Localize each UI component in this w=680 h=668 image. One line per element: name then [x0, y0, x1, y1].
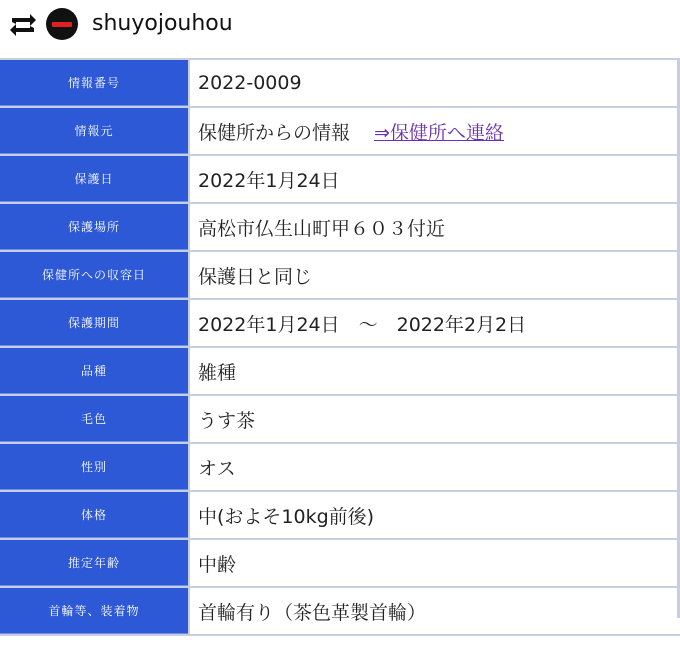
table-row [0, 396, 680, 444]
brand-logo [52, 22, 72, 27]
row-value: 2022-0009 [188, 60, 680, 106]
table-row [0, 492, 680, 540]
table-row [0, 204, 680, 252]
row-value-with-link [188, 108, 680, 154]
table-row [0, 540, 680, 588]
row-label: 毛色 [0, 396, 188, 442]
row-label: 情報番号 [0, 60, 188, 106]
row-label: 推定年齢 [0, 540, 188, 586]
avatar[interactable] [46, 8, 78, 40]
row-value: オス [188, 444, 680, 490]
row-label: 情報元 [0, 108, 188, 154]
table-row [0, 252, 680, 300]
row-value: 保護日と同じ [188, 252, 680, 298]
table-row [0, 300, 680, 348]
row-value: 雑種 [188, 348, 680, 394]
row-value: 中齢 [188, 540, 680, 586]
row-label: 性別 [0, 444, 188, 490]
table-row [0, 348, 680, 396]
info-table [0, 58, 680, 636]
row-label: 体格 [0, 492, 188, 538]
post-header [0, 0, 680, 54]
row-label: 保護期間 [0, 300, 188, 346]
row-value: 高松市仏生山町甲６０３付近 [188, 204, 680, 250]
row-label: 保護日 [0, 156, 188, 202]
row-label: 品種 [0, 348, 188, 394]
table-row [0, 108, 680, 156]
row-label: 首輪等、装着物 [0, 588, 188, 634]
table-row [0, 444, 680, 492]
row-value: 2022年1月24日 ～ 2022年2月2日 [188, 300, 680, 346]
row-label: 保護場所 [0, 204, 188, 250]
contact-health-center-link[interactable]: ⇒保健所へ連絡 [374, 121, 504, 144]
table-row [0, 58, 680, 108]
row-label: 保健所への収容日 [0, 252, 188, 298]
row-value: 2022年1月24日 [188, 156, 680, 202]
table-row [0, 156, 680, 204]
row-value: 首輪有り（茶色革製首輪） [188, 588, 680, 634]
repost-icon [8, 12, 38, 38]
row-value: うす茶 [188, 396, 680, 442]
row-value: 保健所からの情報 [198, 121, 351, 144]
row-value: 中(およそ10kg前後) [188, 492, 680, 538]
username[interactable]: shuyojouhou [92, 11, 233, 36]
table-row [0, 588, 680, 636]
